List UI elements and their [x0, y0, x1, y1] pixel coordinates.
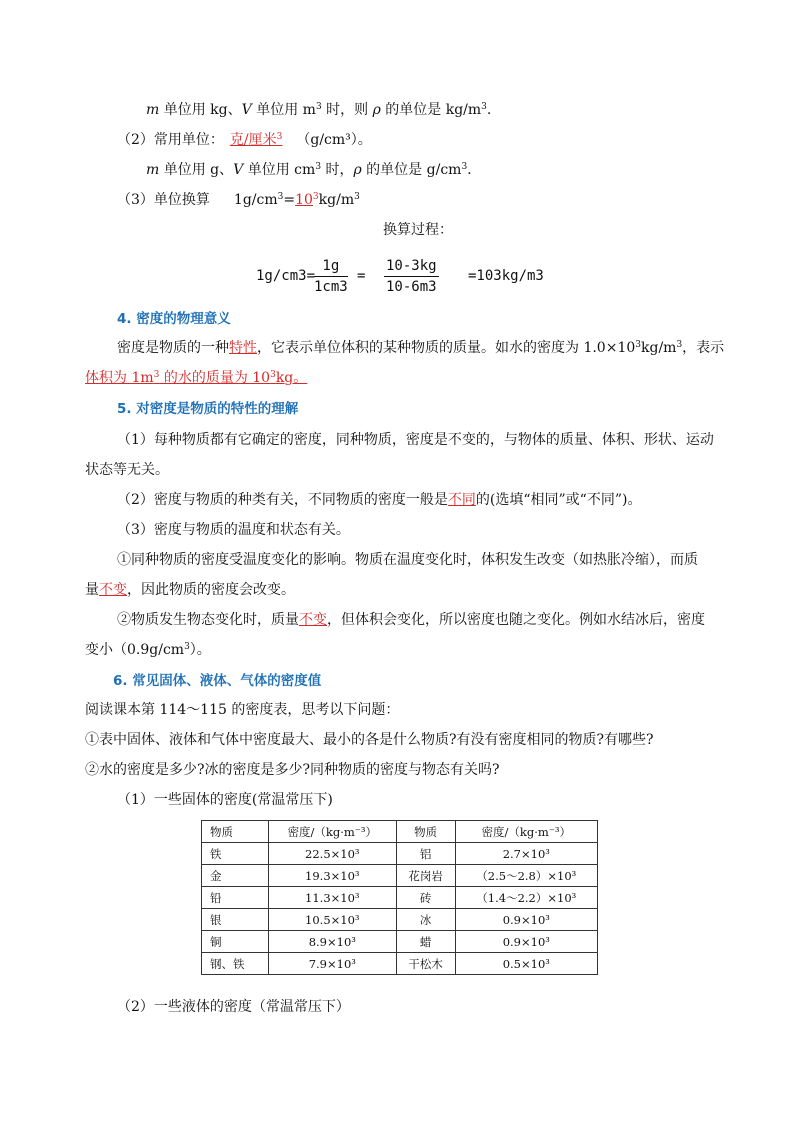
- line-unit-kg: m 单位用 kg、V 单位用 $m^3$ 时，则 ρ 的单位是 $kg/m^3$.: [146, 102, 492, 118]
- formula-result: =103kg/m3: [468, 268, 544, 284]
- paragraph-6-3: ②水的密度是多少?冰的密度是多少?同种物质的密度与物态有关吗?: [85, 762, 500, 778]
- table-cell: 铅: [202, 887, 269, 909]
- fraction-numerator: 1g: [314, 257, 348, 277]
- table-header: 物质: [396, 821, 455, 843]
- table-row: [202, 931, 598, 953]
- table-cell: 金: [202, 865, 269, 887]
- fraction-denominator: 10-6m3: [386, 279, 437, 295]
- table-header-row: [202, 821, 598, 843]
- heading-density-property: 5. 对密度是物质的特性的理解: [117, 401, 299, 417]
- table-cell: 0.9×10³: [455, 931, 597, 953]
- table-cell: （2.5～2.8）×10³: [455, 865, 597, 887]
- table-cell: 干松木: [396, 953, 455, 975]
- formula-equals: =: [357, 268, 366, 284]
- table-cell: 铜: [202, 931, 269, 953]
- paragraph-6-4: （1）一些固体的密度(常温常压下): [117, 792, 333, 808]
- table-cell: 铝: [396, 843, 455, 865]
- paragraph-6-1: 阅读课本第 114～115 的密度表，思考以下问题：: [85, 702, 400, 718]
- paragraph-density-meaning-cont: 体积为 $1m^3$ 的水的质量为 $10^3kg$。: [85, 370, 308, 386]
- conversion-process-label: 换算过程：: [383, 222, 453, 238]
- table-cell: （1.4～2.2）×10³: [455, 887, 597, 909]
- table-cell: 蜡: [396, 931, 455, 953]
- formula-lhs: 1g/cm3=: [256, 268, 316, 284]
- table-row: [202, 953, 598, 975]
- fraction-denominator: 1cm3: [314, 279, 348, 295]
- table-cell: 19.3×10³: [269, 865, 397, 887]
- table-cell: 0.5×10³: [455, 953, 597, 975]
- table-cell: 银: [202, 909, 269, 931]
- paragraph-5-4-cont: 量不变，因此物质的密度会改变。: [85, 582, 295, 598]
- line-unit-conversion: （3）单位换算 $1g/cm^3=10^3kg/m^3$: [117, 192, 360, 208]
- table-cell: 10.5×10³: [269, 909, 397, 931]
- paragraph-5-3: （3）密度与物质的温度和状态有关。: [117, 522, 350, 538]
- table-row: [202, 887, 598, 909]
- paragraph-5-1: （1）每种物质都有它确定的密度，同种物质，密度是不变的，与物体的质量、体积、形状、运动: [117, 432, 714, 448]
- paragraph-6-2: ①表中固体、液体和气体中密度最大、最小的各是什么物质?有没有密度相同的物质?有哪些?: [85, 732, 654, 748]
- heading-density-values: 6. 常见固体、液体、气体的密度值: [113, 673, 322, 689]
- table-cell: 砖: [396, 887, 455, 909]
- table-row: [202, 909, 598, 931]
- table-cell: 2.7×10³: [455, 843, 597, 865]
- fraction-kg-m3: [384, 257, 439, 296]
- paragraph-5-2: （2）密度与物质的种类有关，不同物质的密度一般是不同的(选填“相同”或“不同”)。: [117, 492, 642, 508]
- paragraph-density-meaning: 密度是物质的一种特性，它表示单位体积的某种物质的质量。如水的密度为 $1.0\times 10^3kg/m^3$，表示: [117, 340, 725, 356]
- paragraph-6-5: （2）一些液体的密度（常温常压下）: [117, 999, 350, 1015]
- table-cell: 8.9×10³: [269, 931, 397, 953]
- paragraph-5-5-cont: 变小$(0.9g/cm^3)$。: [85, 642, 211, 658]
- table-row: [202, 843, 598, 865]
- table-cell: 钢、铁: [202, 953, 269, 975]
- fraction-numerator: 10-3kg: [384, 257, 439, 277]
- table-header: 物质: [202, 821, 269, 843]
- fraction-1g-1cm3: [314, 257, 348, 296]
- line-common-unit: （2）常用单位： 克/厘米$^3$ （g/cm³）。: [117, 132, 372, 148]
- paragraph-5-4: ①同种物质的密度受温度变化的影响。物质在温度变化时，体积发生改变（如热胀冷缩），而质: [117, 552, 698, 568]
- table-cell: 22.5×10³: [269, 843, 397, 865]
- table-header: 密度/（kg·m⁻³）: [455, 821, 597, 843]
- paragraph-5-1-cont: 状态等无关。: [85, 462, 169, 478]
- table-cell: 7.9×10³: [269, 953, 397, 975]
- paragraph-5-5: ②物质发生物态变化时，质量不变，但体积会变化，所以密度也随之变化。例如水结冰后，密度: [117, 612, 705, 628]
- table-cell: 0.9×10³: [455, 909, 597, 931]
- table-cell: 铁: [202, 843, 269, 865]
- table-header: 密度/（kg·m⁻³）: [269, 821, 397, 843]
- heading-physical-meaning: 4. 密度的物理意义: [117, 311, 231, 327]
- table-cell: 花岗岩: [396, 865, 455, 887]
- table-row: [202, 865, 598, 887]
- line-unit-g: m 单位用 g、V 单位用 $cm^3$ 时，ρ 的单位是 $g/cm^3$.: [146, 162, 472, 178]
- table-cell: 11.3×10³: [269, 887, 397, 909]
- table-cell: 冰: [396, 909, 455, 931]
- solid-density-table: [201, 820, 598, 975]
